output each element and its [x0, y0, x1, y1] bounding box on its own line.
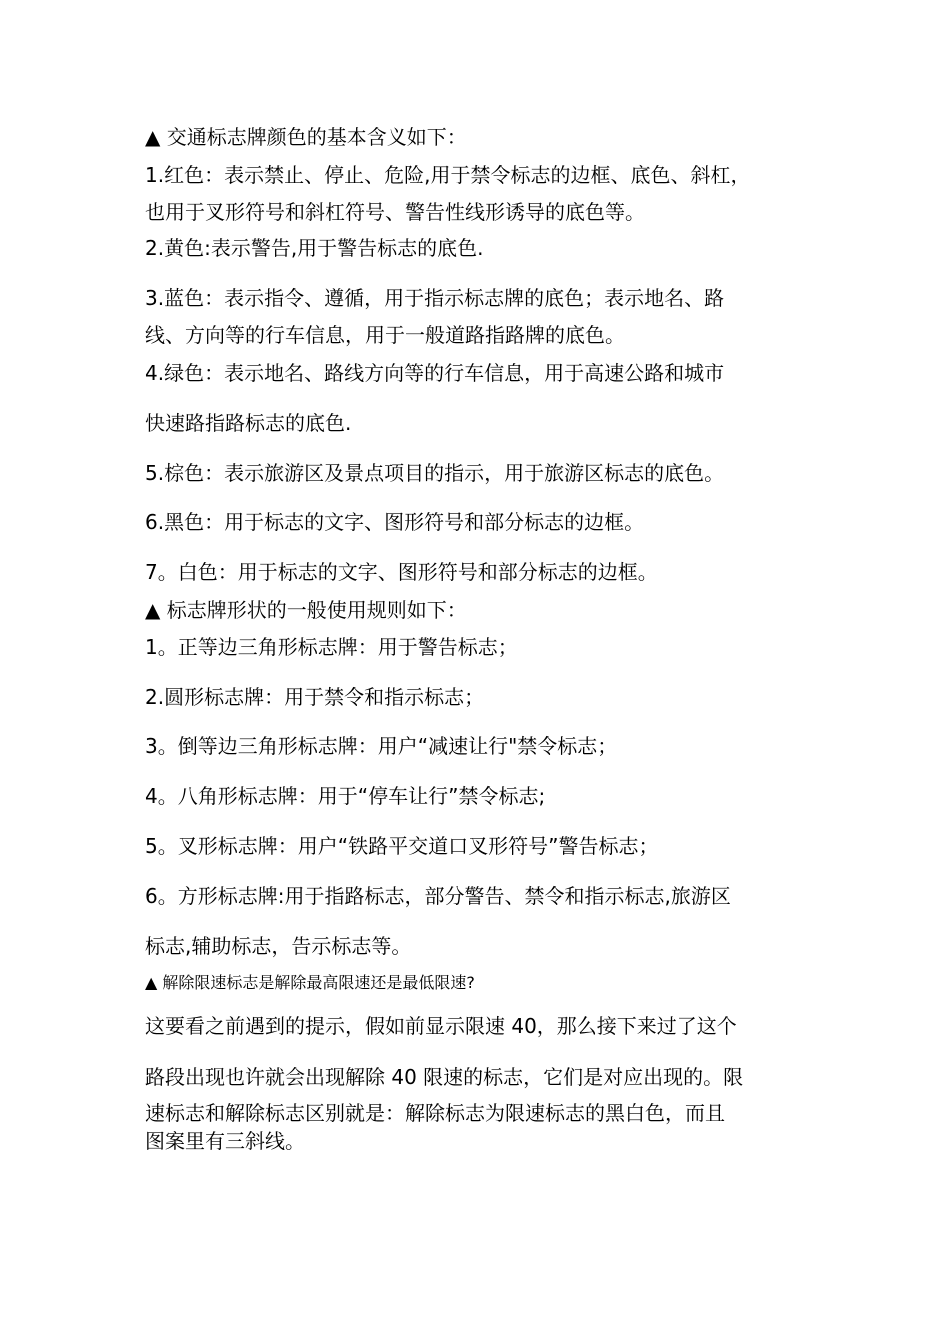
color-line-2: 也用于叉形符号和斜杠符号、警告性线形诱导的底色等。: [145, 200, 645, 224]
color-line-3: 2.黄色:表示警告,用于警告标志的底色.: [145, 236, 484, 260]
shape-line-6: 6。方形标志牌:用于指路标志，部分警告、禁令和指示标志,旅游区: [145, 884, 731, 908]
speed-line-1: 这要看之前遇到的提示，假如前显示限速 40，那么接下来过了这个: [145, 1014, 737, 1038]
color-line-5: 线、方向等的行车信息，用于一般道路指路牌的底色。: [145, 323, 625, 347]
shape-line-5: 5。叉形标志牌：用户“铁路平交道口叉形符号”警告标志；: [145, 834, 659, 858]
shape-line-1: 1。正等边三角形标志牌：用于警告标志；: [145, 635, 518, 659]
color-line-6: 4.绿色：表示地名、路线方向等的行车信息，用于高速公路和城市: [145, 361, 725, 385]
speed-line-2: 路段出现也许就会出现解除 40 限速的标志，它们是对应出现的。限: [145, 1065, 744, 1089]
shape-line-2: 2.圆形标志牌：用于禁令和指示标志；: [145, 685, 485, 709]
shape-section-heading: ▲ 标志牌形状的一般使用规则如下：: [145, 598, 467, 622]
color-line-4: 3.蓝色：表示指令、遵循，用于指示标志牌的底色；表示地名、路: [145, 286, 725, 310]
speed-section-heading: ▲ 解除限速标志是解除最高限速还是最低限速?: [145, 973, 475, 992]
shape-line-3: 3。倒等边三角形标志牌：用户“减速让行"禁令标志；: [145, 734, 618, 758]
shape-line-4: 4。八角形标志牌：用于“停车让行”禁令标志;: [145, 784, 546, 808]
speed-line-3: 速标志和解除标志区别就是：解除标志为限速标志的黑白色，而且: [145, 1101, 725, 1125]
color-section-heading: ▲ 交通标志牌颜色的基本含义如下：: [145, 125, 467, 149]
shape-line-7: 标志,辅助标志，告示标志等。: [145, 934, 412, 958]
color-line-1: 1.红色：表示禁止、停止、危险,用于禁令标志的边框、底色、斜杠，: [145, 163, 751, 187]
color-line-10: 7。白色：用于标志的文字、图形符号和部分标志的边框。: [145, 560, 658, 584]
color-line-9: 6.黑色：用于标志的文字、图形符号和部分标志的边框。: [145, 510, 645, 534]
color-line-8: 5.棕色：表示旅游区及景点项目的指示，用于旅游区标志的底色。: [145, 461, 725, 485]
speed-line-4: 图案里有三斜线。: [145, 1129, 305, 1153]
color-line-7: 快速路指路标志的底色.: [145, 411, 352, 435]
